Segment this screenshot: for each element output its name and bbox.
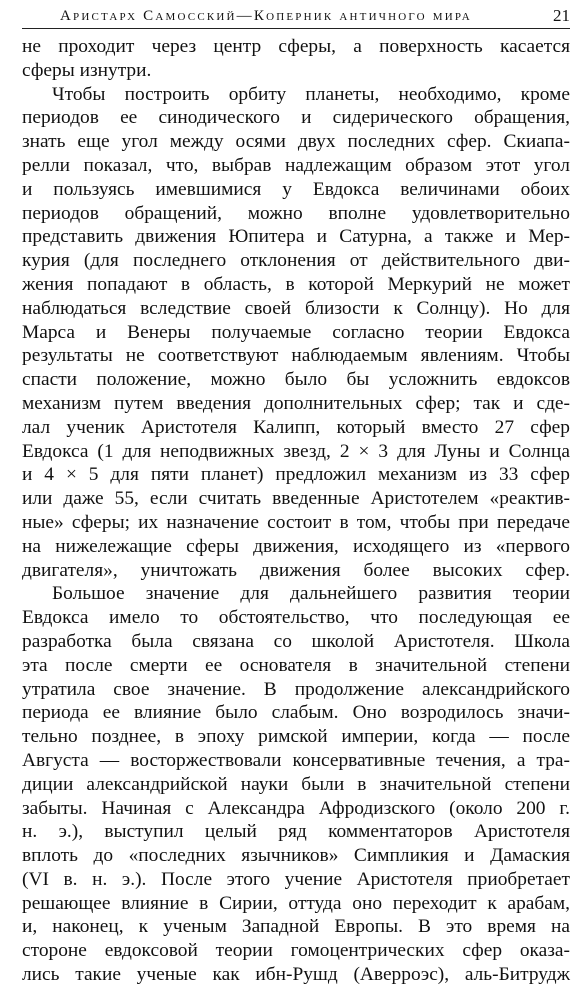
text-line: и, наконец, к ученым Западной Европы. В это время на [22, 916, 570, 938]
text-line: решающее влияние в Сирии, оттуда оно переходит к арабам, [22, 892, 570, 914]
page-number: 21 [553, 6, 570, 25]
text-line: и пользуясь имевшимися у Евдокса величинами обоих [22, 178, 570, 200]
body-text [22, 35, 570, 987]
text-line: релли показал, что, выбрав надлежащим образом этот угол [22, 154, 570, 176]
text-line: лал ученик Аристотеля Калипп, который вместо 27 сфер [22, 416, 570, 438]
page-header [22, 3, 570, 29]
text-line: н. э.), выступил целый ряд комментаторов Аристотеля [22, 821, 570, 843]
text-line: ные» сферы; их назначение состоит в том, чтобы при передаче [22, 511, 570, 533]
text-line: забыты. Начиная с Александра Афродизского (около 200 г. [22, 797, 570, 819]
text-line: Чтобы построить орбиту планеты, необходимо, кроме [52, 83, 570, 105]
text-line: наблюдаться вследствие своей близости к Солнцу). Но для [22, 297, 570, 319]
text-line: разработка была связана со школой Аристотеля. Школа [22, 630, 570, 652]
header-rule [22, 28, 570, 29]
text-line: тельно позднее, в эпоху римской империи, когда — после [22, 726, 570, 748]
text-line: и 4 × 5 для пяти планет) предложил механизм из 33 сфер [22, 464, 570, 486]
text-line: Большое значение для дальнейшего развития теории [52, 583, 570, 605]
text-line: результаты не соответствуют наблюдаемым явлениям. Чтобы [22, 345, 570, 367]
text-line: Августа — восторжествовали консервативные течения, а тра- [22, 749, 570, 771]
text-line: периодов обращений, можно вполне удовлетворительно [22, 202, 570, 224]
text-line: диции александрийской науки были в значительной степени [22, 773, 570, 795]
text-line: на нижележащие сферы движения, исходящего из «первого [22, 535, 570, 557]
text-line: двигателя», уничтожать движения более высоких сфер. [22, 559, 570, 581]
running-title: Аристарх Самосский—Коперник античного мира [60, 8, 472, 24]
text-line: знать еще угол между осями двух последних сфер. Скиапа- [22, 131, 570, 153]
text-line: вплоть до «последних язычников» Симпликия и Дамаския [22, 845, 570, 867]
text-line: периода ее влияние было слабым. Оно возродилось значи- [22, 702, 570, 724]
text-line: представить движения Юпитера и Сатурна, а также и Мер- [22, 226, 570, 248]
text-line: лись такие ученые как ибн-Рушд (Аверроэс), аль-Битрудж [22, 964, 570, 986]
text-line: жения попадают в область, в которой Меркурий не может [22, 273, 570, 295]
text-line: спасти положение, можно было бы усложнить евдоксов [22, 369, 570, 391]
text-line: Марса и Венеры получаемые согласно теории Евдокса [22, 321, 570, 343]
text-line: механизм путем введения дополнительных сфер; так и сде- [22, 392, 570, 414]
text-line: утратила свое значение. В продолжение александрийского [22, 678, 570, 700]
text-line: сферы изнутри. [22, 59, 152, 81]
text-line: или даже 55, если считать введенные Аристотелем «реактив- [22, 488, 570, 510]
book-page [22, 0, 570, 986]
text-line: Евдокса имело то обстоятельство, что последующая ее [22, 607, 570, 629]
text-line: (VI в. н. э.). После этого учение Аристотеля приобретает [22, 868, 570, 890]
text-line: курия (для последнего отклонения от действительного дви- [22, 250, 570, 272]
text-line: не проходит через центр сферы, а поверхность касается [22, 36, 570, 57]
text-line: эта после смерти ее основателя в значительной степени [22, 654, 570, 676]
text-line: Евдокса (1 для неподвижных звезд, 2 × 3 для Луны и Солнца [22, 440, 570, 462]
text-line: периодов ее синодического и сидерического обращения, [22, 107, 570, 129]
text-line: стороне евдоксовой теории гомоцентрических сфер оказа- [22, 940, 570, 962]
